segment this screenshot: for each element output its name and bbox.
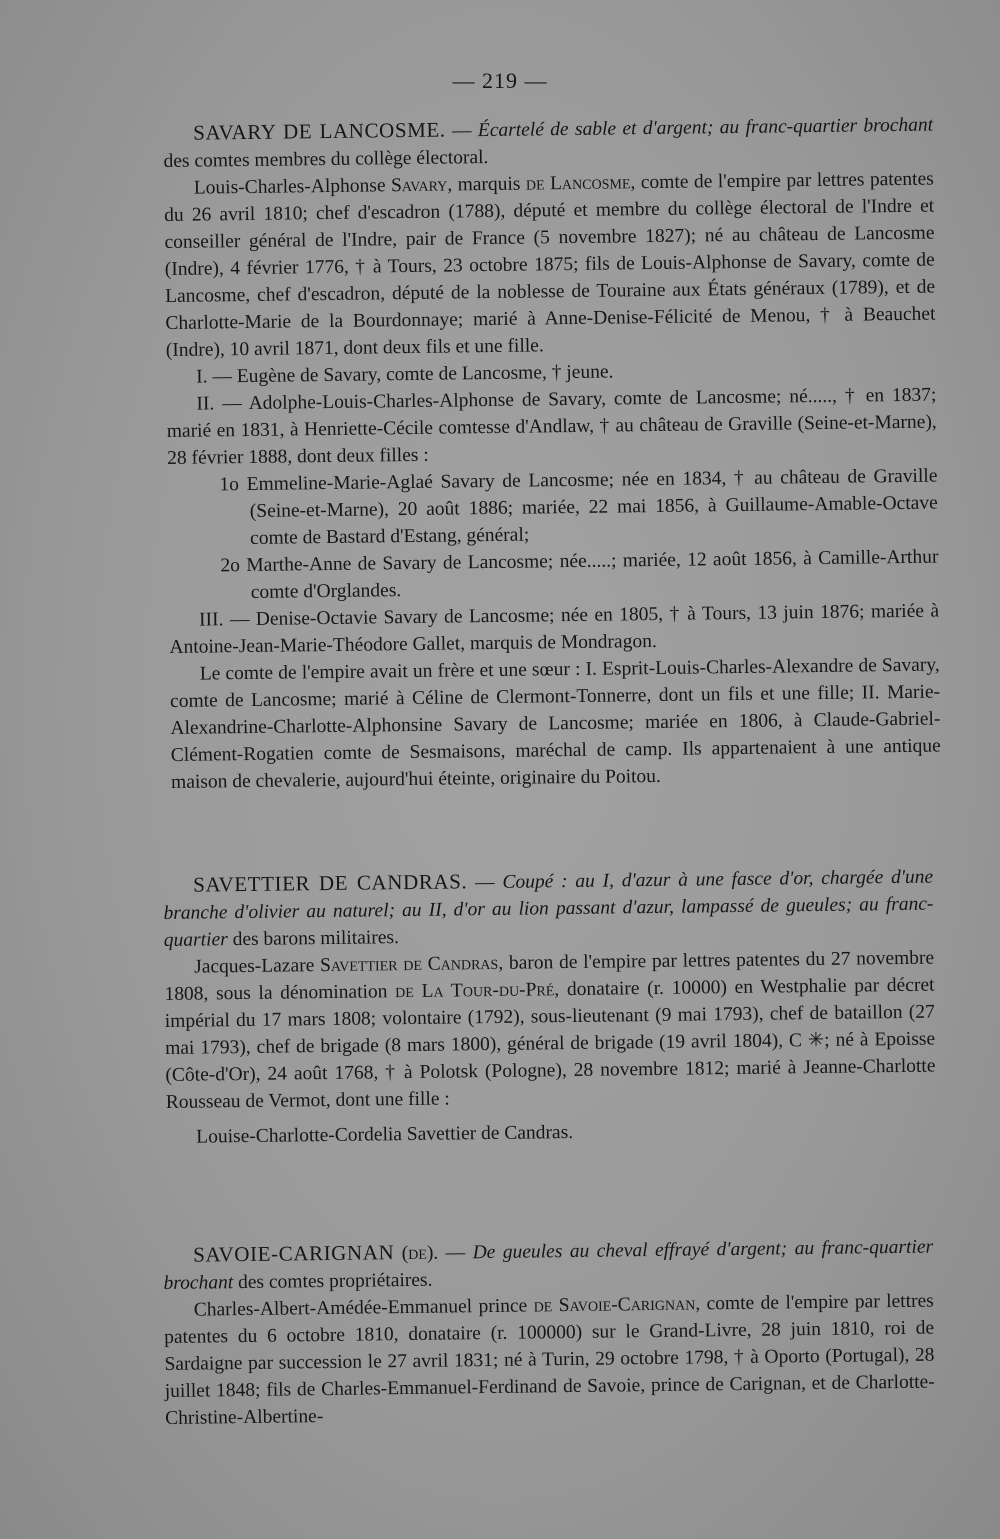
entry-savary-de-lancosme <box>163 111 941 796</box>
family-name: Savary <box>390 174 448 197</box>
entry-heading <box>163 1233 934 1297</box>
entry-body <box>164 166 936 364</box>
body-text: , marquis <box>447 173 527 196</box>
body-text: Jacques-Lazare <box>194 955 321 978</box>
body-text: , comte de l'empire par lettres patentes du 6 octobre 1810, donataire (r. 100000) sur le Grand-Livre, 28 juin 1810, roi de Sardaigne par succession le 27 avril 1831; né à Turin, 29 octobre 1798, † à Oporto (Portugal), 28 juillet 1848; fils de Charles-Emmanuel-Ferdinand de Savoie, prince de Carignan, et de Charlotte-Christine-Albertine- <box>164 1290 935 1429</box>
child-entry: III. — Denise-Octavie Savary de Lancosme; née en 1805, † à Tours, 13 juin 1876; mariée à Antoine-Jean-Marie-Théodore Gallet, marquis de Mondragon. <box>169 600 940 658</box>
family-note: Le comte de l'empire avait un frère et une sœur : I. Esprit-Louis-Charles-Alexandre de Savary, comte de Lancosme; marié à Céline de Clermont-Tonnerre, dont un fils et une fille; II. Marie-Alexandrine-Charlotte-Alphonsine Savary de Lancosme; mariée en 1806, à Claude-Gabriel-Clément-Rogatien comte de Sesmaisons, maréchal de camp. Ils appartenaient à une antique maison de chevalerie, aujourd'hui éteinte, originaire du Poitou. <box>169 654 941 793</box>
family-name: Savettier de Candras <box>319 952 499 977</box>
grandchild-entry: 1o Emmeline-Marie-Aglaé Savary de Lancosme; née en 1834, † au château de Graville (Seine-et-Marne), 20 août 1886; mariée, 22 mai 1856, à Guillaume-Amable-Octave comte de Bastard d'Estang, général; <box>219 465 938 549</box>
entry-savoie-carignan <box>163 1233 935 1432</box>
entry-body <box>164 945 936 1116</box>
entry-body <box>164 1288 936 1432</box>
body-text: , comte de l'empire par lettres patentes du 26 avril 1810; chef d'escadron (1788), député et membre du collège électoral de l'Indre et conseiller général de l'Indre, pair de France (5 novembre 1827); né au château de Lancosme (Indre), 4 février 1776, † à Tours, 23 octobre 1875; fils de Louis-Alphonse de Savary, comte de Lancosme, chef d'escadron, député de la noblesse de Touraine aux États généraux (1789), et de Charlotte-Marie de la Bourdonnaye; marié à Anne-Denise-Félicité de Menou, † à Beauchet (Indre), 10 avril 1871, dont deux fils et une fille. <box>164 168 936 361</box>
body-text: , donataire (r. 10000) en Westphalie par décret impérial du 17 mars 1808; volontaire (1792), sous-lieutenant (9 mai 1793), chef de bataillon (27 mai 1793), chef de brigade (8 mars 1800), général de brigade (19 avril 1804), C ✳; né à Epoisse (Côte-d'Or), 24 août 1768, † à Polotsk (Pologne), 28 novembre 1812; marié à Jeanne-Charlotte Rousseau de Vermot, dont une fille : <box>164 974 936 1113</box>
family-name: de Savoie-Carignan <box>533 1293 696 1317</box>
title-name: de Lancosme <box>525 172 631 195</box>
blazon: Écartelé de sable et d'argent; au franc-quartier brochant <box>477 114 934 142</box>
dash: — <box>438 1242 473 1264</box>
blazon-tail: des comtes membres du collège électoral. <box>163 147 489 172</box>
blazon: Coupé : au I, d'azur à une fasce d'or, chargée d'une branche d'olivier au naturel; au II, d'or au lion passant d'azur, lampassé de gueules; au franc-quartier <box>163 866 934 951</box>
body-text: Charles-Albert-Amédée-Emmanuel prince <box>193 1295 534 1321</box>
entry-name: SAVARY DE LANCOSME. <box>193 117 446 145</box>
child-entry: Louise-Charlotte-Cordelia Savettier de Candras. <box>196 1122 574 1148</box>
entry-savettier-de-candras <box>163 863 936 1151</box>
page-number: — 219 — <box>452 68 548 93</box>
body-text: Louis-Charles-Alphonse <box>193 175 392 199</box>
blazon-tail: des comtes propriétaires. <box>233 1269 433 1294</box>
entry-heading <box>163 863 934 954</box>
child-entry: II. — Adolphe-Louis-Charles-Alphonse de Savary, comte de Lancosme; né....., † en 1837; marié en 1831, à Henriette-Cécile comtesse d'Andlaw, † au château de Graville (Seine-et-Marne), 28 février 1888, dont deux filles : <box>166 384 937 469</box>
title-name: de La Tour-du-Pré <box>395 979 555 1003</box>
blazon: De gueules au cheval effrayé d'argent; au franc-quartier brochant <box>163 1236 934 1294</box>
entry-name: SAVOIE-CARIGNAN <box>193 1240 395 1267</box>
blazon-tail: des barons militaires. <box>227 927 400 951</box>
grandchild-entry: 2o Marthe-Anne de Savary de Lancosme; née.....; mariée, 12 août 1856, à Camille-Arthur comte d'Orglandes. <box>220 546 939 603</box>
entry-heading <box>163 111 934 175</box>
dash: — <box>467 871 503 894</box>
child-entry: I. — Eugène de Savary, comte de Lancosme, † jeune. <box>196 361 614 388</box>
entry-name: SAVETTIER DE CANDRAS. <box>193 869 468 897</box>
body-text: , baron de l'empire par lettres patentes du 27 novembre 1808, sous la dénomination <box>164 947 935 1005</box>
name-particle: (de). <box>394 1242 439 1265</box>
dash: — <box>445 120 478 142</box>
